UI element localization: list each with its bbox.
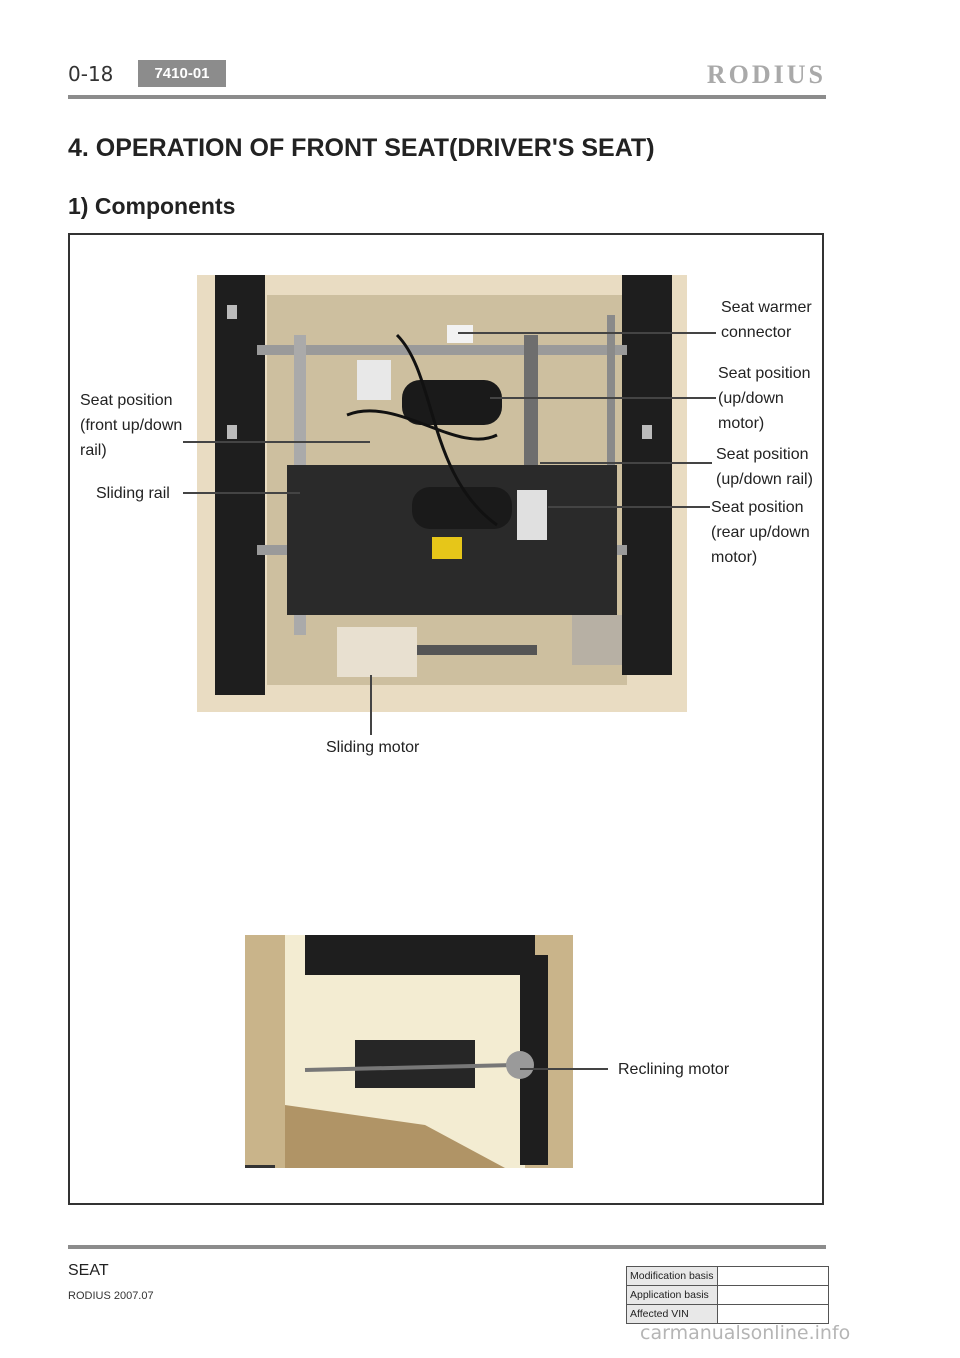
table-row (627, 1267, 829, 1286)
label-reclining-motor: Reclining motor (618, 1061, 730, 1078)
footer-rule (68, 1245, 826, 1249)
section-code-badge: 7410-01 (138, 60, 226, 87)
table-value (718, 1267, 829, 1286)
label-seat-position-rear-updown-motor: Seat position (rear up/down motor) (711, 499, 810, 566)
table-value (718, 1305, 829, 1324)
page-number: 0-18 (68, 62, 114, 86)
label-seat-position-front-updown-rail: Seat position (front up/down rail) (80, 392, 183, 459)
footer-model: RODIUS 2007.07 (68, 1290, 154, 1302)
table-row (627, 1286, 829, 1305)
label-seat-position-updown-rail: Seat position (up/down rail) (716, 446, 813, 488)
page-title: 4. OPERATION OF FRONT SEAT(DRIVER'S SEAT) (68, 134, 655, 162)
footer-section: SEAT (68, 1262, 109, 1279)
revision-table (626, 1266, 829, 1324)
brand-logo: RODIUS (706, 60, 826, 89)
label-seat-warmer-connector: Seat warmer connector (721, 299, 812, 341)
watermark: carmanualsonline.info (640, 1322, 851, 1344)
label-seat-position-updown-motor: Seat position (up/down motor) (718, 365, 811, 432)
table-key: Modification basis (627, 1267, 718, 1286)
label-sliding-motor: Sliding motor (326, 739, 420, 756)
table-row (627, 1305, 829, 1324)
table-value (718, 1286, 829, 1305)
section-subtitle: 1) Components (68, 193, 236, 219)
table-key: Application basis (627, 1286, 718, 1305)
label-sliding-rail: Sliding rail (96, 485, 170, 502)
table-key: Affected VIN (627, 1305, 718, 1324)
